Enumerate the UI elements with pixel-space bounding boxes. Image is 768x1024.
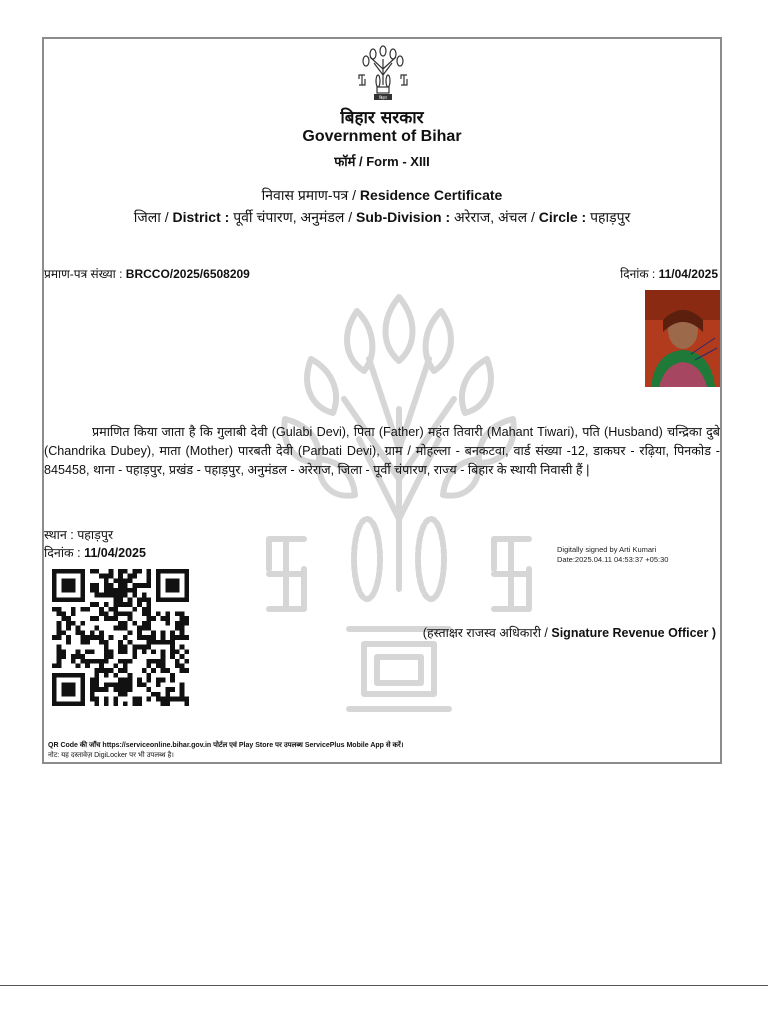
place-date-label: दिनांक :	[44, 546, 81, 560]
circle-label: Circle :	[538, 209, 587, 225]
qr-code	[52, 569, 189, 706]
issue-date-label: दिनांक :	[620, 267, 656, 281]
place-and-date	[44, 526, 146, 562]
circle-value: पहाड़पुर	[590, 209, 631, 225]
place-date-value: 11/04/2025	[84, 546, 146, 560]
district-value: पूर्वी चंपारण, अनुमंडल /	[233, 209, 353, 225]
certificate-number	[44, 265, 250, 282]
signature-english: Signature Revenue Officer )	[551, 626, 716, 640]
subdivision-label: Sub-Division :	[356, 209, 451, 225]
jurisdiction-line	[44, 208, 720, 227]
digilocker-note: नोट: यह दस्तावेज़ DigiLocker पर भी उपलब्ध है।	[48, 752, 174, 759]
govt-english-title: Government of Bihar	[302, 128, 462, 145]
digital-signature-name: Digitally signed by Arti Kumari	[557, 545, 657, 554]
district-label-hindi: जिला /	[133, 209, 169, 225]
digital-signature-date: Date:2025.04.11 04:53:37 +05:30	[557, 555, 669, 564]
residence-certificate	[42, 37, 722, 764]
district-label: District :	[172, 209, 230, 225]
subdivision-value: अरेराज, अंचल /	[454, 209, 535, 225]
govt-hindi-title: बिहार सरकार	[340, 108, 424, 128]
issue-date-value: 11/04/2025	[658, 267, 718, 281]
form-number: फॉर्म / Form - XIII	[334, 154, 430, 169]
certification-statement: प्रमाणित किया जाता है कि गुलाबी देवी (Gulabi Devi), पिता (Father) महंत तिवारी (Mahant Tiwari), पति (Husband) चन्द्रिका दुबे (Chandrika Dubey), माता (Mother) पारबती देवी (Parbati Devi), ग्राम / मोहल्ला - बनकटवा, वार्ड संख्या -12, डाकघर - रढ़िया, पिनकोड - 845458, थाना - पहाड़पुर, प्रखंड - पहाड़पुर, अनुमंडल - अरेराज, जिला - पूर्वी चंपारण, राज्य - बिहार के स्थायी निवासी हैं |	[44, 425, 720, 477]
applicant-photo	[645, 290, 721, 387]
digital-signature-stamp	[557, 545, 668, 565]
place-date	[44, 544, 146, 562]
place-line: स्थान : पहाड़पुर	[44, 528, 114, 542]
svg-text:बिहार: बिहार	[378, 95, 388, 100]
qr-verification-note: QR Code की जाँच https://serviceonline.bihar.gov.in पोर्टल एवं Play Store पर उपलब्ध ServicePlus Mobile App से करें।	[48, 742, 404, 749]
footer-notes	[48, 741, 403, 761]
page-bottom-rule	[0, 985, 768, 986]
certificate-title-english: Residence Certificate	[359, 187, 503, 203]
certificate-number-label: प्रमाण-पत्र संख्या :	[44, 267, 123, 281]
bihar-emblem-watermark	[249, 289, 549, 764]
certificate-title	[44, 186, 720, 205]
bihar-emblem-logo	[354, 45, 412, 105]
signature-hindi: (हस्ताक्षर राजस्व अधिकारी /	[422, 626, 548, 640]
certificate-number-value: BRCCO/2025/6508209	[125, 267, 250, 281]
issue-date	[620, 265, 718, 282]
officer-signature-label	[423, 624, 716, 641]
certificate-title-hindi: निवास प्रमाण-पत्र /	[261, 187, 357, 203]
